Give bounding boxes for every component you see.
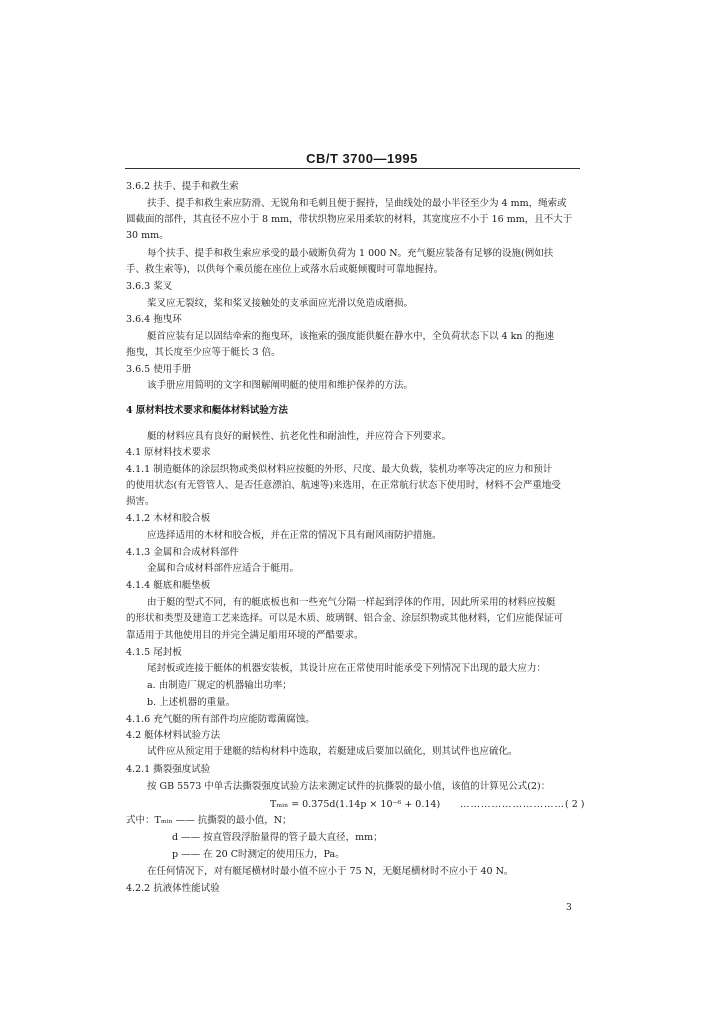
section-4-intro: 艇的材料应具有良好的耐候性、抗老化性和耐油性，并应符合下列要求。 xyxy=(147,431,452,442)
section-4-2-1-limit-text: 在任何情况下，对有艇尾横材时最小值不应小于 75 N，无艇尾横材时不应小于 40 N。 xyxy=(147,866,514,877)
section-3-6-4-title: 3.6.4 拖曳环 xyxy=(126,314,182,325)
section-4-1-4-line3: 靠适用于其他使用目的并完全满足船用环境的严酷要求。 xyxy=(126,630,364,641)
page-number: 3 xyxy=(566,903,572,913)
section-3-6-3-text: 桨叉应无裂纹，桨和桨叉接触处的支承面应光滑以免造成磨损。 xyxy=(147,298,414,309)
section-4-1-5-title: 4.1.5 尾封板 xyxy=(126,647,182,658)
section-4-1-title: 4.1 原材料技术要求 xyxy=(126,447,211,458)
section-3-6-2-p1-line2: 圆截面的部件，其直径不应小于 8 mm，带状织物应采用柔软的材料，其宽度应不小于 16 mm，且不大于 xyxy=(126,214,573,225)
section-4-1-4-title: 4.1.4 艇底和艇垫板 xyxy=(126,580,211,591)
formula-2: Tₘᵢₙ = 0.375d(1.14p × 10⁻⁶ + 0.14) xyxy=(270,799,441,810)
section-4-1-4-line2: 的形状和类型及建造工艺来选择。可以是木质、玻璃钢、铝合金、涂层织物或其他材料，它们应能保证可 xyxy=(126,613,564,624)
formula-leader-dots: ………………………… xyxy=(460,799,565,810)
section-4-2-1-text: 按 GB 5573 中单舌法撕裂强度试验方法来测定试件的抗撕裂的最小值，该值的计算见公式(2)： xyxy=(147,781,551,792)
section-4-2-text: 试件应从预定用于建艇的结构材料中选取，若艇建成后要加以硫化，则其试件也应硫化。 xyxy=(147,746,518,757)
section-4-2-title: 4.2 艇体材料试验方法 xyxy=(126,730,221,741)
header-rule xyxy=(125,168,580,169)
section-4-1-3-text: 金属和合成材料部件应适合于艇用。 xyxy=(147,563,300,574)
section-4-1-2-text: 应选择适用的木材和胶合板，并在正常的情况下具有耐风雨防护措施。 xyxy=(147,530,442,541)
formula-number: ( 2 ) xyxy=(565,799,585,810)
section-3-6-2-p1-line1: 扶手、提手和救生索应防滑、无锐角和毛刺且便于握持，呈曲线处的最小半径至少为 4 mm，绳索或 xyxy=(147,198,567,209)
section-4-1-5-text: 尾封板或连接于艇体的机器安装板，其设计应在正常使用时能承受下列情况下出现的最大应力： xyxy=(147,663,547,674)
section-4-1-1-line1: 4.1.1 制造艇体的涂层织物或类似材料应按艇的外形、尺度、最大负载，装机功率等决定的应力和预计 xyxy=(126,464,553,475)
section-4-1-5-item-a: a. 由制造厂规定的机器输出功率； xyxy=(147,680,292,691)
section-3-6-2-title: 3.6.2 扶手、提手和救生索 xyxy=(126,181,239,192)
where-line-1: 式中：Tₘᵢₙ —— 抗撕裂的最小值，N； xyxy=(126,815,292,826)
section-4-1-5-item-b: b. 上述机器的重量。 xyxy=(147,697,236,708)
section-4-title: 4 原材料技术要求和艇体材料试验方法 xyxy=(126,405,288,416)
section-3-6-2-p2-line1: 每个扶手、提手和救生索应承受的最小破断负荷为 1 000 N。充气艇应装备有足够的设施(例如扶 xyxy=(147,248,554,259)
section-4-1-1-line2: 的使用状态(有无管管人、是否任意漂泊、航速等)来选用，在正常航行状态下使用时，材料不会严重地受 xyxy=(126,480,561,491)
section-4-1-3-title: 4.1.3 金属和合成材料部件 xyxy=(126,547,239,558)
section-3-6-2-p2-line2: 手、救生索等)，以供每个乘员能在座位上或落水后或艇倾覆时可靠地握持。 xyxy=(126,264,444,275)
section-4-2-2-title: 4.2.2 抗液体性能试验 xyxy=(126,883,220,894)
section-3-6-5-title: 3.6.5 使用手册 xyxy=(126,364,192,375)
where-line-2: d —— 按直管段浮胎量得的管子最大直径，mm； xyxy=(172,832,383,843)
section-4-1-4-line1: 由于艇的型式不同，有的艇底板也和一些充气分隔一样起到浮体的作用，因此所采用的材料应按艇 xyxy=(147,597,556,608)
section-3-6-5-text: 该手册应用简明的文字和图解阐明艇的使用和维护保养的方法。 xyxy=(147,380,414,391)
section-4-1-1-line3: 损害。 xyxy=(126,496,155,507)
section-3-6-3-title: 3.6.3 桨叉 xyxy=(126,281,173,292)
header-standard-number: CB/T 3700—1995 xyxy=(306,151,418,166)
section-3-6-2-p1-line3: 30 mm。 xyxy=(126,230,169,241)
section-4-1-6: 4.1.6 充气艇的所有部件均应能防霉菌腐蚀。 xyxy=(126,714,315,725)
section-3-6-4-line2: 拖曳，其长度至少应等于艇长 3 倍。 xyxy=(126,347,281,358)
section-4-1-2-title: 4.1.2 木材和胶合板 xyxy=(126,513,211,524)
where-line-3: p —— 在 20 C时测定的使用压力，Pa。 xyxy=(172,849,345,860)
section-4-2-1-title: 4.2.1 撕裂强度试验 xyxy=(126,764,211,775)
section-3-6-4-line1: 艇首应装有足以固结牵索的拖曳环，该拖索的强度能供艇在静水中，全负荷状态下以 4 kn 的拖速 xyxy=(147,331,554,342)
